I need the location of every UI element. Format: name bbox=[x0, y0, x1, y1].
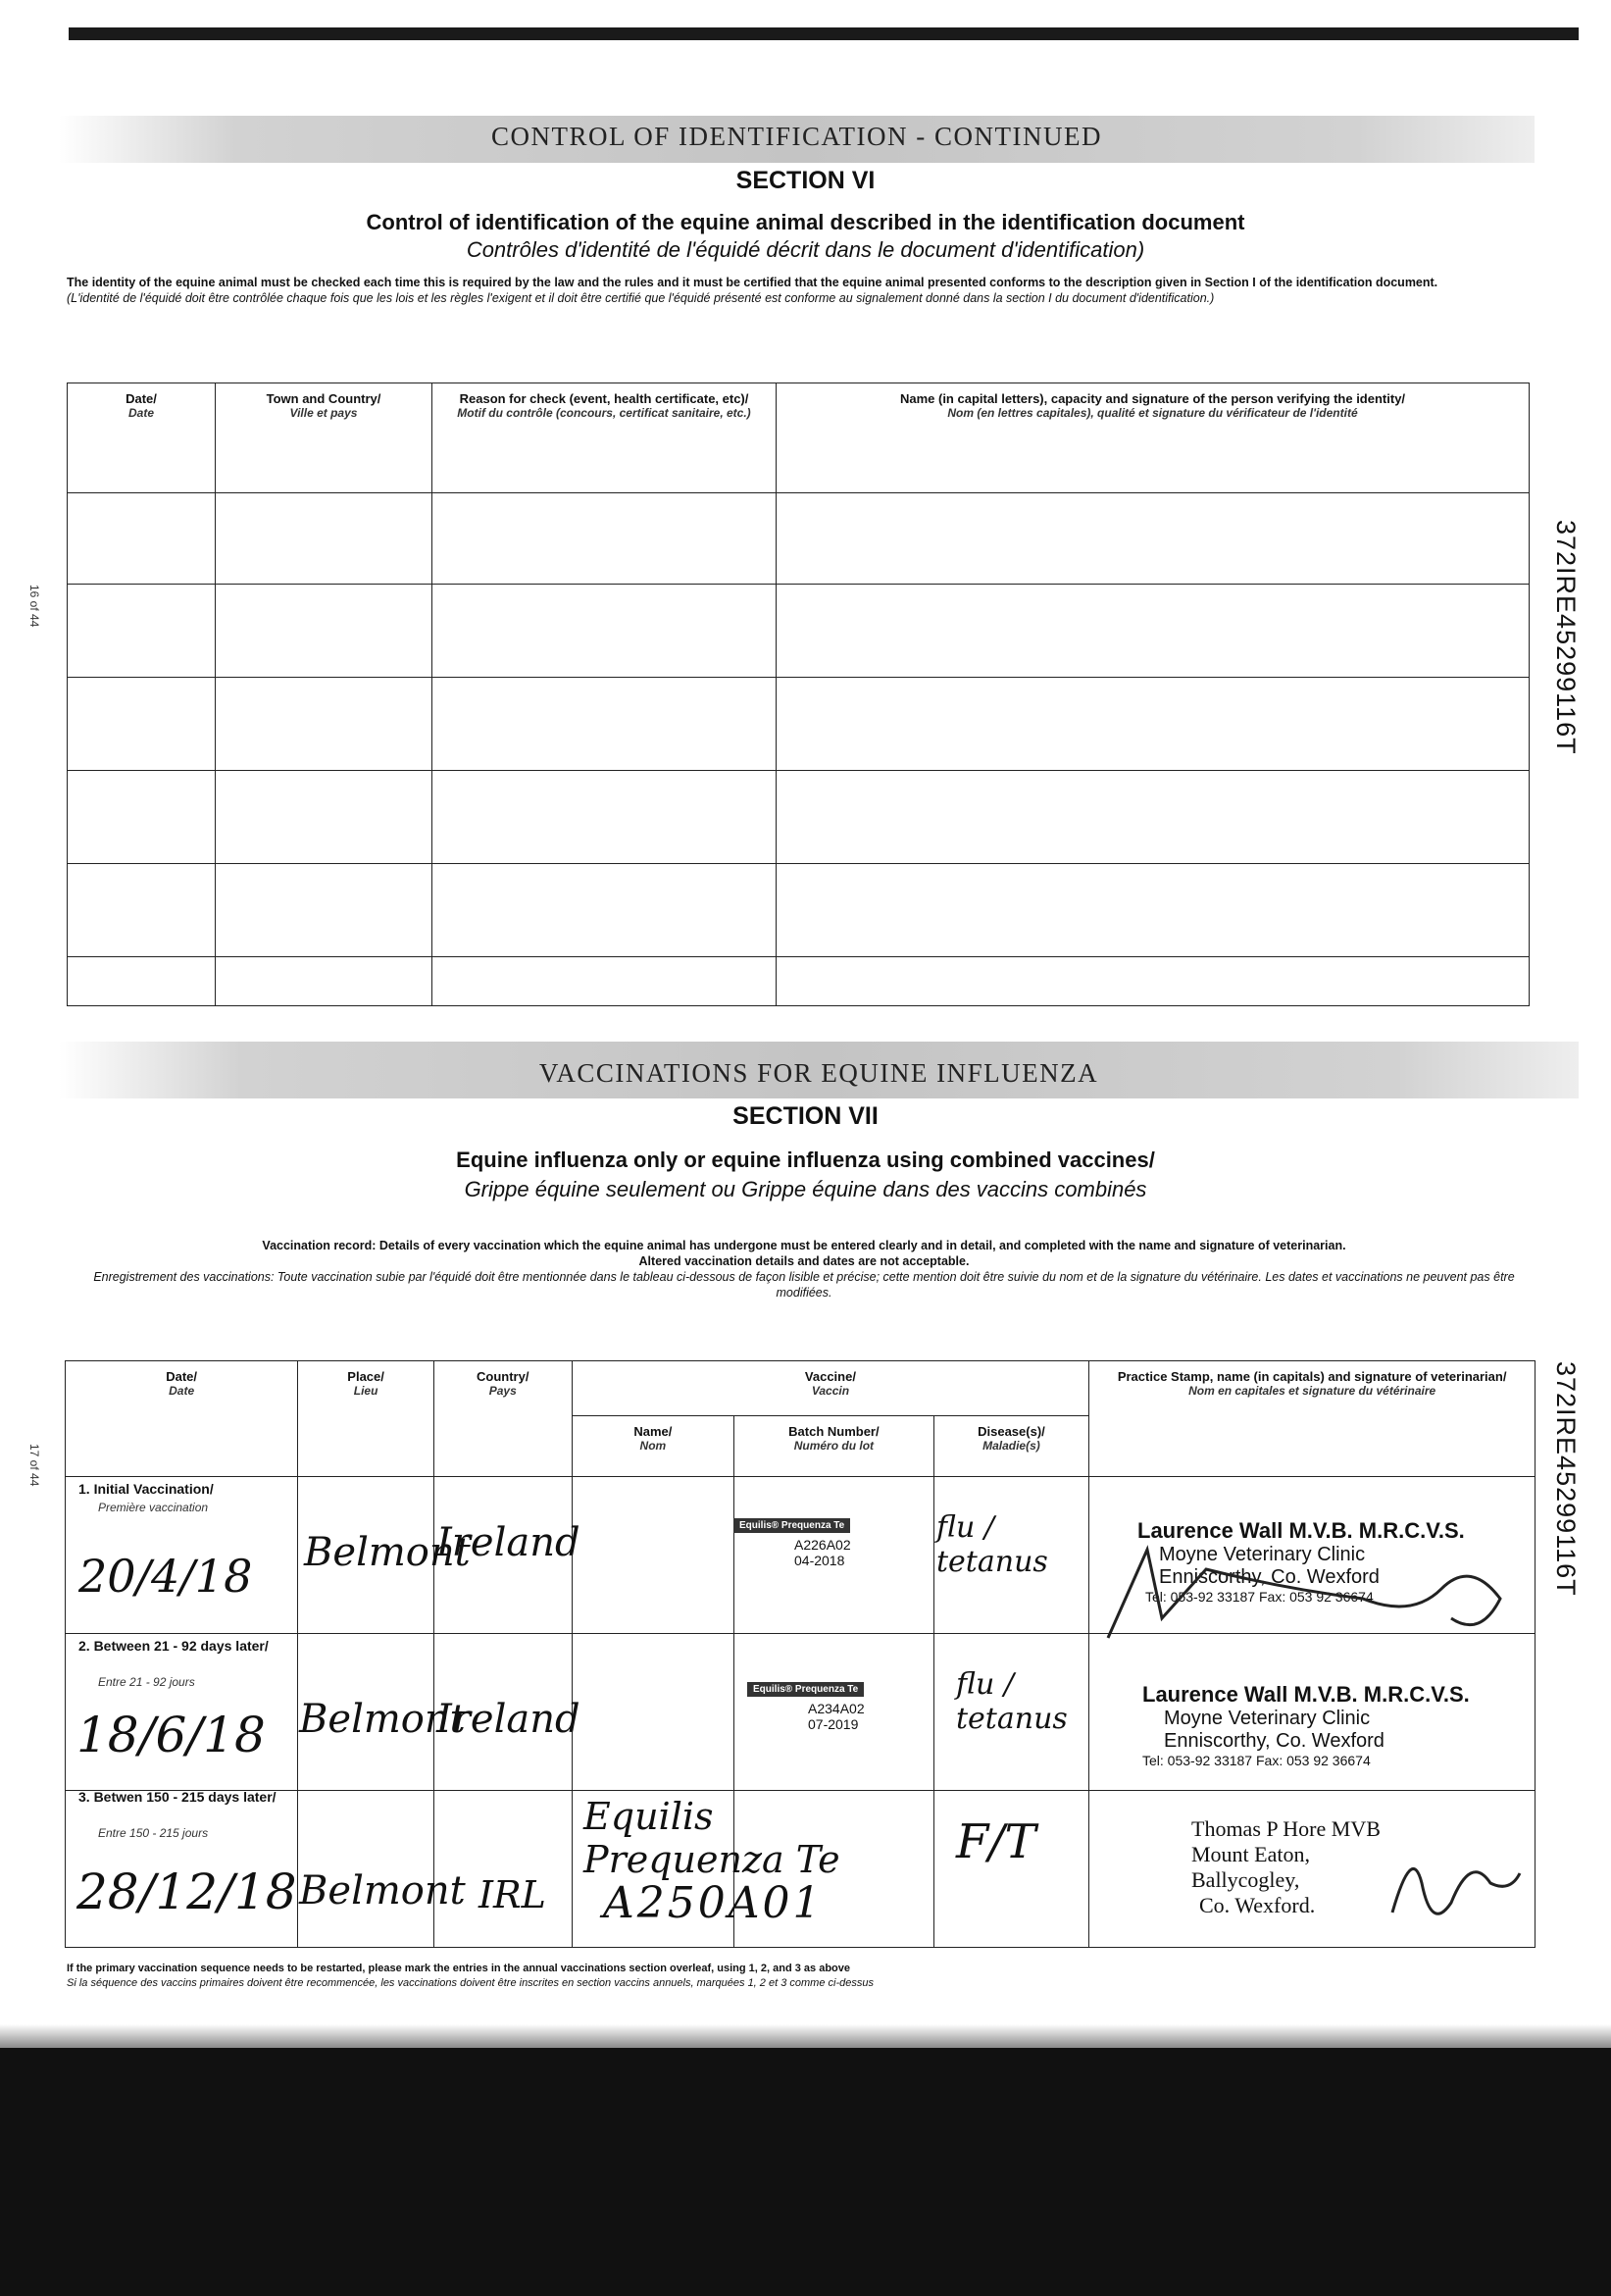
section6-note bbox=[67, 275, 1508, 306]
row1-disease: flu / tetanus bbox=[936, 1510, 1048, 1579]
row2-batch-sticker: Equilis® Prequenza Te A234A02 07-2019 bbox=[747, 1679, 914, 1740]
table-row bbox=[68, 771, 1530, 864]
row3-label: 3. Betwen 150 - 215 days later/ bbox=[78, 1789, 277, 1805]
col-vacc-name: Name/ Nom bbox=[572, 1416, 734, 1477]
section6-note-fr: (L'identité de l'équidé doit être contrôlée chaque fois que les lois et les règles l'exigent et il doit être certifié que l'équidé présenté est conforme au signalement donné dans la section I du document d'identification.) bbox=[67, 291, 1215, 305]
section7-note-en2: Altered vaccination details and dates are not acceptable. bbox=[638, 1254, 970, 1268]
row3-country: IRL bbox=[478, 1873, 546, 1916]
table-row bbox=[68, 864, 1530, 957]
row3-place: Belmont bbox=[299, 1868, 466, 1913]
footnote-fr: Si la séquence des vaccins primaires doivent être recommencée, les vaccinations doivent être inscrites en section vaccins annuels, marquées 1, 2 et 3 comme ci-dessus bbox=[67, 1977, 874, 1989]
row1-label-fr: Première vaccination bbox=[98, 1501, 209, 1514]
row1-country: Ireland bbox=[436, 1520, 580, 1565]
row3-vaccine: Equilis Prequenza Te bbox=[583, 1795, 840, 1881]
section7-footnote bbox=[67, 1962, 1537, 1991]
col-batch: Batch Number/ Numéro du lot bbox=[734, 1416, 933, 1477]
section6-band-title: CONTROL OF IDENTIFICATION - CONTINUED bbox=[491, 122, 1102, 151]
section7-heading-fr: Grippe équine seulement ou Grippe équine dans des vaccins combinés bbox=[464, 1177, 1147, 1201]
row2-label-fr: Entre 21 - 92 jours bbox=[98, 1675, 195, 1689]
row1-place: Belmont bbox=[304, 1530, 471, 1575]
col-vaccine: Vaccine/ Vaccin bbox=[572, 1361, 1089, 1416]
top-edge-bar bbox=[69, 27, 1579, 40]
section7-label: SECTION VII bbox=[732, 1102, 879, 1130]
footnote-en: If the primary vaccination sequence needs to be restarted, please mark the entries in the annual vaccinations section overleaf, using 1, 2, and 3 as above bbox=[67, 1963, 851, 1974]
bottom-dark-band bbox=[0, 2048, 1611, 2296]
section6-heading-en: Control of identification of the equine animal described in the identification document bbox=[366, 210, 1245, 234]
row2-disease: flu / tetanus bbox=[956, 1667, 1068, 1736]
section7-note-en1: Vaccination record: Details of every vaccination which the equine animal has undergone must be entered clearly and in detail, and completed with the name and signature of veterinarian. bbox=[262, 1239, 1346, 1252]
side-id-1: 372IRE45299116T bbox=[1551, 520, 1581, 755]
table-row bbox=[68, 678, 1530, 771]
row2-vet-stamp: Laurence Wall M.V.B. M.R.C.V.S. Moyne Veterinary Clinic Enniscorthy, Co. Wexford Tel: 053-92 33187 Fax: 053 92 36674 bbox=[1142, 1682, 1470, 1768]
section6-heading-fr: Contrôles d'identité de l'équidé décrit dans le document d'identification) bbox=[466, 237, 1145, 262]
row2-label: 2. Between 21 - 92 days later/ bbox=[78, 1638, 269, 1654]
col-date: Date/ Date bbox=[68, 383, 216, 493]
table-row bbox=[68, 957, 1530, 1006]
row2-batch: A234A02 bbox=[808, 1701, 865, 1716]
row1-expiry: 04-2018 bbox=[794, 1553, 845, 1568]
section7-note-fr: Enregistrement des vaccinations: Toute vaccination subie par l'équidé doit être mentionnée dans le tableau ci-dessous de façon lisible et précise; cette mention doit être suivie du nom et de la signature du vétérinaire. Les dates et vaccinations ne peuvent pas être modifiées. bbox=[93, 1270, 1515, 1300]
section7-band bbox=[59, 1042, 1579, 1098]
col-reason: Reason for check (event, health certificate, etc)/ Motif du contrôle (concours, certificat sanitaire, etc.) bbox=[432, 383, 777, 493]
row3-vet-stamp: Thomas P Hore MVB Mount Eaton, Ballycogley, Co. Wexford. bbox=[1191, 1816, 1381, 1917]
col-verifier: Name (in capital letters), capacity and signature of the person verifying the identity/ Nom (en lettres capitales), qualité et signature du vérificateur de l'identité bbox=[777, 383, 1530, 493]
col-vacc-date: Date/ Date bbox=[66, 1361, 298, 1477]
row1-batch: A226A02 bbox=[794, 1537, 851, 1553]
section6-label: SECTION VI bbox=[735, 167, 876, 194]
row3-date: 28/12/18 bbox=[76, 1863, 297, 1920]
table-row bbox=[68, 585, 1530, 678]
col-place: Place/ Lieu bbox=[298, 1361, 434, 1477]
row2-country: Ireland bbox=[436, 1697, 580, 1742]
identity-check-table bbox=[67, 383, 1530, 1006]
section7-band-title: VACCINATIONS FOR EQUINE INFLUENZA bbox=[538, 1058, 1099, 1088]
col-stamp: Practice Stamp, name (in capitals) and signature of veterinarian/ Nom en capitales et signature du vétérinaire bbox=[1089, 1361, 1535, 1477]
row1-batch-sticker: Equilis® Prequenza Te A226A02 04-2018 bbox=[733, 1515, 900, 1576]
row1-signature bbox=[1088, 1530, 1520, 1648]
row2-expiry: 07-2019 bbox=[808, 1716, 859, 1732]
side-id-2: 372IRE45299116T bbox=[1551, 1361, 1581, 1597]
section7-note bbox=[69, 1238, 1539, 1301]
section7-heading-en: Equine influenza only or equine influenza using combined vaccines/ bbox=[456, 1148, 1155, 1172]
row3-batch: A250A01 bbox=[603, 1878, 824, 1928]
table-row bbox=[68, 493, 1530, 585]
section6-note-en: The identity of the equine animal must be checked each time this is required by the law and the rules and it must be certified that the equine animal presented conforms to the description given in Section I of the identification document. bbox=[67, 276, 1438, 289]
row3-disease: F/T bbox=[956, 1814, 1036, 1869]
row3-label-fr: Entre 150 - 215 jours bbox=[98, 1826, 209, 1840]
row1-vet-stamp: Laurence Wall M.V.B. M.R.C.V.S. Moyne Veterinary Clinic Enniscorthy, Co. Wexford Tel: 053-92 33187 Fax: 053 92 36674 bbox=[1137, 1518, 1465, 1605]
col-town: Town and Country/ Ville et pays bbox=[216, 383, 432, 493]
page-number-16: 16 of 44 bbox=[27, 585, 41, 628]
col-country: Country/ Pays bbox=[433, 1361, 572, 1477]
row3-signature bbox=[1353, 1824, 1530, 1942]
row1-label: 1. Initial Vaccination/ bbox=[78, 1481, 214, 1497]
row2-date: 18/6/18 bbox=[76, 1707, 266, 1763]
row1-date: 20/4/18 bbox=[78, 1550, 253, 1603]
col-disease: Disease(s)/ Maladie(s) bbox=[933, 1416, 1089, 1477]
page-number-17: 17 of 44 bbox=[27, 1444, 41, 1487]
row2-place: Belmont bbox=[299, 1697, 466, 1742]
section6-band bbox=[59, 116, 1535, 163]
